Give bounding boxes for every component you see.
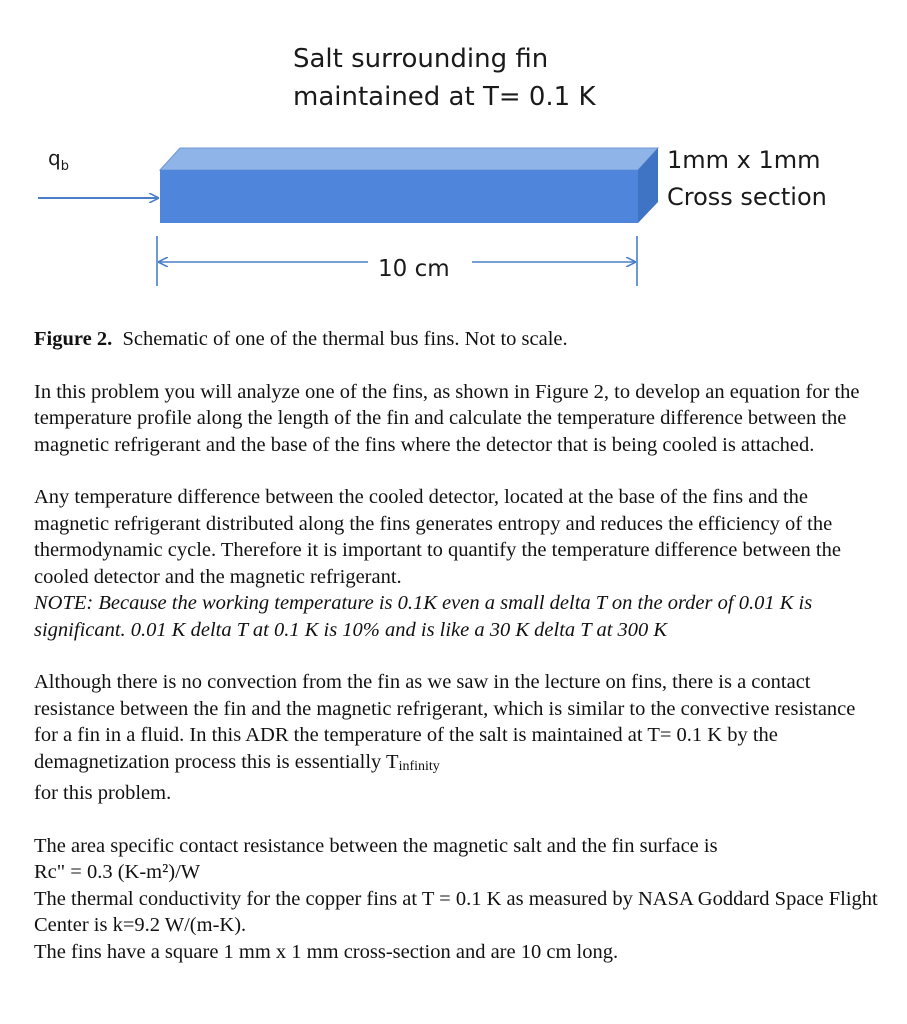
t-infinity-subscript: infinity [398, 758, 440, 774]
fin-front-face [160, 170, 638, 223]
heat-flux-label [48, 146, 69, 174]
salt-label-line2: maintained at T= 0.1 K [293, 82, 596, 112]
salt-label-line1: Salt surrounding fin [293, 44, 549, 74]
caption-number: Figure 2. [34, 328, 113, 350]
paragraph-contact-resistance-text: Although there is no convection from the fin as we saw in the lecture on fins, there is a contact resistance between the fin and the magnetic refrigerant, which is similar to the convective resistance for a fin in a fluid. In this ADR the temperature of the salt is maintained at T= 0.1 K by the demagnetization process this is essentially T [34, 671, 856, 773]
paragraph-entropy: Any temperature difference between the cooled detector, located at the base of the fins and the magnetic refrigerant distributed along the fins generates entropy and reduces the efficiency of the thermodynamic cycle. Therefore it is important to quantify the temperature difference between the cooled detector and the magnetic refrigerant. [34, 486, 841, 588]
heat-flux-symbol: q [48, 146, 61, 170]
given-contact-resistance-intro: The area specific contact resistance between the magnetic salt and the fin surface is [34, 834, 718, 857]
heat-flux-subscript: b [60, 159, 69, 174]
cross-section-label-line1: 1mm x 1mm [667, 146, 821, 174]
length-label: 10 cm [378, 256, 450, 282]
note-paragraph: NOTE: Because the working temperature is 0.1K even a small delta T on the order of 0.01 K is significant. 0.01 K delta T at 0.1 K is 10% and is like a 30 K delta T at 300 K [34, 592, 813, 641]
fin-schematic [0, 0, 907, 310]
paragraph-contact-resistance-end: for this problem. [34, 782, 172, 804]
cross-section-label-line2: Cross section [667, 183, 827, 211]
given-contact-resistance-value: Rc" = 0.3 (K-m²)/W [34, 861, 201, 883]
figure-caption [34, 326, 884, 353]
fin-top-face [160, 148, 658, 170]
paragraph-intro: In this problem you will analyze one of the fins, as shown in Figure 2, to develop an equation for the temperature profile along the length of the fin and calculate the temperature difference between the magnetic refrigerant and the base of the fins where the detector that is being cooled is attached. [34, 380, 860, 456]
paragraph-contact-resistance [34, 669, 884, 780]
given-thermal-conductivity: The thermal conductivity for the copper fins at T = 0.1 K as measured by NASA Goddard Space Flight Center is k=9.2 W/(m-K). [34, 887, 878, 936]
problem-text [34, 326, 884, 965]
caption-text: Schematic of one of the thermal bus fins. Not to scale. [122, 328, 568, 350]
given-fin-geometry: The fins have a square 1 mm x 1 mm cross-section and are 10 cm long. [34, 940, 619, 963]
